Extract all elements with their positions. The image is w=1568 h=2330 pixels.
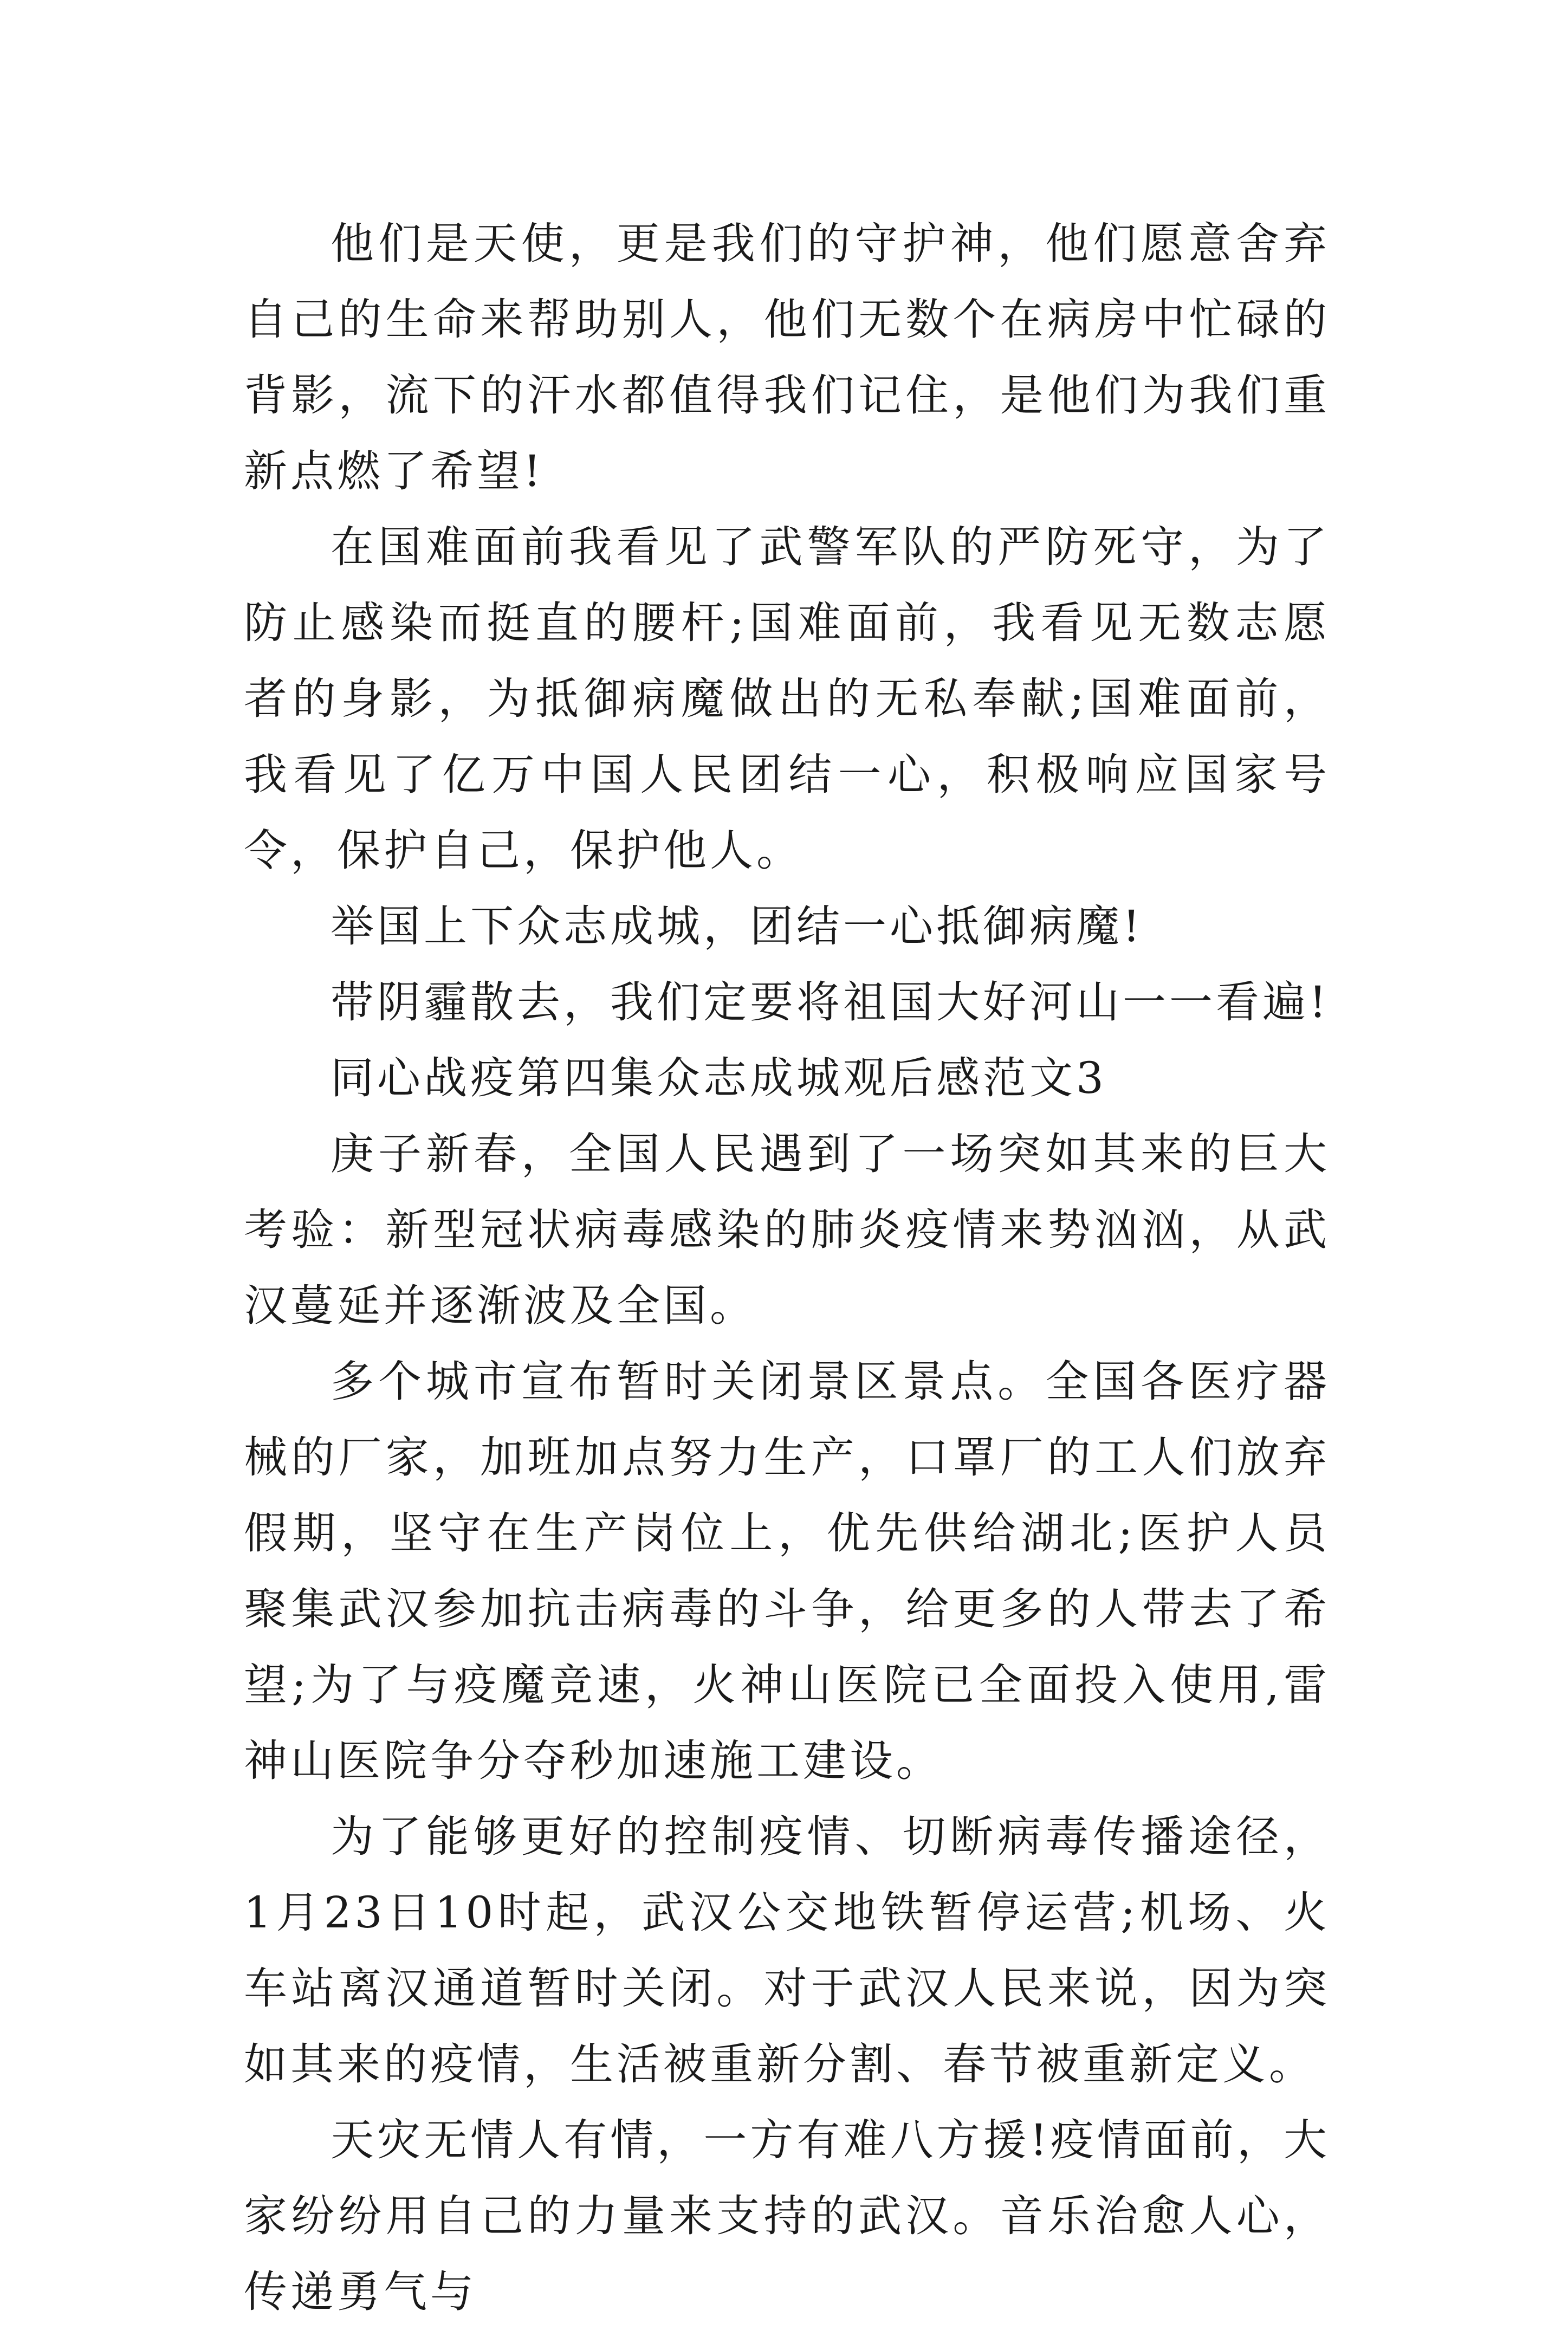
paragraph: 在国难面前我看见了武警军队的严防死守，为了防止感染而挺直的腰杆;国难面前，我看见无数志愿者的身影，为抵御病魔做出的无私奉献;国难面前，我看见了亿万中国人民团结一心，积极响应国家号令，保护自己，保护他人。 [244,522,1330,876]
paragraph: 举国上下众志成城，团结一心抵御病魔! [331,901,1144,952]
paragraph: 带阴霾散去，我们定要将祖国大好河山一一看遍! [331,977,1330,1027]
paragraph: 他们是天使，更是我们的守护神，他们愿意舍弃自己的生命来帮助别人，他们无数个在病房中忙碌的背影，流下的汗水都值得我们记住，是他们为我们重新点燃了希望! [244,218,1330,496]
paragraph: 庚子新春，全国人民遇到了一场突如其来的巨大考验：新型冠状病毒感染的肺炎疫情来势汹汹，从武汉蔓延并逐渐波及全国。 [244,1129,1330,1331]
section-heading: 同心战疫第四集众志成城观后感范文3 [331,1053,1107,1103]
paragraph: 多个城市宣布暂时关闭景区景点。全国各医疗器械的厂家，加班加点努力生产，口罩厂的工人们放弃假期，坚守在生产岗位上，优先供给湖北;医护人员聚集武汉参加抗击病毒的斗争，给更多的人带去了希望;为了与疫魔竞速，火神山医院已全面投入使用,雷神山医院争分夺秒加速施工建设。 [244,1356,1330,1786]
paragraph: 天灾无情人有情，一方有难八方援!疫情面前，大家纷纷用自己的力量来支持的武汉。音乐治愈人心，传递勇气与 [244,2115,1330,2317]
document-body [244,206,1330,2330]
paragraph: 为了能够更好的控制疫情、切断病毒传播途径，1月23日10时起，武汉公交地铁暂停运营;机场、火车站离汉通道暂时关闭。对于武汉人民来说，因为突如其来的疫情，生活被重新分割、春节被重新定义。 [244,1811,1330,2089]
